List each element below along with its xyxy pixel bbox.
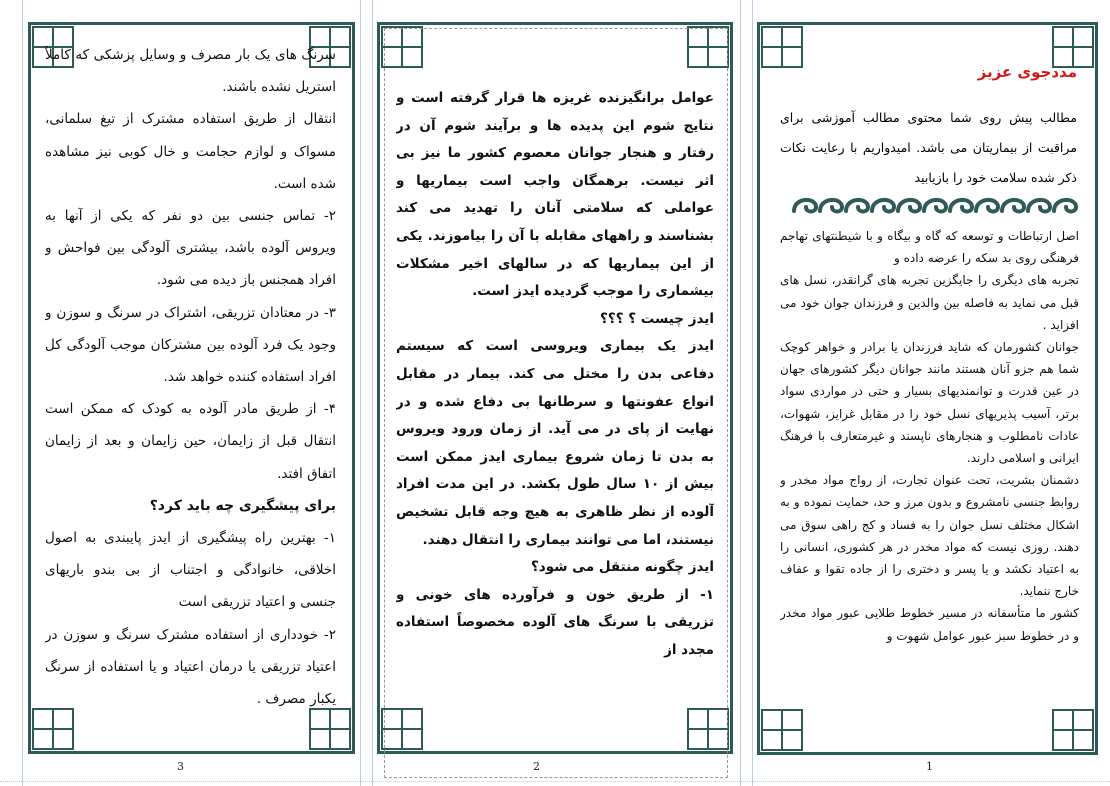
panel-page-3: [28, 22, 355, 754]
page-number-3: 3: [177, 760, 184, 773]
panel3-paragraph: انتقال از طریق استفاده مشترک از تیغ سلمانی، مسواک و لوازم حجامت و خال کوبی نیز مشاهده شده است.: [45, 111, 336, 192]
corner-ornament-icon: [760, 25, 804, 69]
panel-page-1: [757, 22, 1098, 755]
panel1-paragraph: دشمنان بشریت، تحت عنوان تجارت، از رواج مواد مخدر و روابط جنسی نامشروع و بدون مرز و حد، حمایت نموده و به اشکال مختلف نسل جوان را به فساد و کج راهی سوق می دهند. روزی نیست که مواد مخدر در هر کشوری، انسانی را به اعتیاد نکشد و یا پسر و دختری را از جاده تقوا و عفاف خارج ننماید.: [780, 473, 1079, 599]
panel1-paragraph: اصل ارتباطات و توسعه که گاه و بیگاه و با شیطنتهای تهاجم فرهنگی روی بد سکه را عرضه داده و: [780, 229, 1079, 266]
page-number-2: 2: [533, 760, 540, 773]
margin-guide-gutter-4: [752, 0, 753, 786]
panel3-paragraph: سرنگ های یک بار مصرف و وسایل پزشکی که کاملاً استریل نشده باشند.: [45, 47, 336, 96]
panel1-paragraph: کشور ما متأسفانه در مسیر خطوط طلایی عبور مواد مخدر و در خطوط سبز عبور عوامل شهوت و: [780, 606, 1079, 643]
panel2-heading: ایدز چگونه منتقل می شود؟: [530, 559, 714, 576]
margin-guide-gutter-3: [740, 0, 741, 786]
panel3-paragraph: ۲- تماس جنسی بین دو نفر که یکی از آنها به ویروس آلوده باشد، بیشتری آلودگی بین فواحش و افراد همجنس باز دیده می شود.: [45, 208, 336, 289]
prevention-heading: برای پیشگیری چه باید کرد؟: [149, 497, 336, 514]
margin-guide-gutter-2: [372, 0, 373, 786]
decorative-divider-icon: [790, 193, 1080, 217]
panel1-intro: مطالب پیش روی شما محتوی مطالب آموزشی برای مراقبت از بیماریتان می باشد. امیدواریم با رعایت نکات ذکر شده سلامت خود را بازیابید: [780, 110, 1077, 185]
prevention-item: ۲- خودداری از استفاده مشترک سرنگ و سوزن در اعتیاد تزریقی یا درمان اعتیاد و یا استفاده از سرنگ یکبار مصرف .: [45, 626, 336, 708]
margin-guide-left: [22, 0, 23, 786]
panel3-body: [45, 39, 336, 715]
panel1-paragraph: جوانان کشورمان که شاید فرزندان یا برادر و خواهر کوچک شما هم جزو آنان هستند مانند جوانان دیگر کشورهای جهان در عین قدرت و توانمندیهای بسیار و حتی در مواردی سواد برتر، آسیب پذیریهای نسل خود را در مقابل غرایز، شهوات، عادات نامطلوب و هنجارهای ناپسند و غیرمتعارف با فرهنگ ایرانی و اسلامی دارند.: [780, 340, 1079, 466]
panel1-body: [780, 225, 1079, 647]
panel1-title: مددجوی عزیز: [977, 63, 1077, 81]
panel1-paragraph: تجربه های دیگری را جایگزین تجربه های گرانقدر، نسل های قبل می نماید به فاصله بین والدین و فرزندان جوان خود می افزاید .: [780, 273, 1079, 332]
panel2-heading: ایدز چیست ؟ ؟؟؟: [600, 310, 714, 327]
panel2-paragraph: عوامل برانگیزنده غریزه ها قرار گرفته است و نتایج شوم این پدیده ها و برآیند شوم آن در رفتار و هنجار جوانان معصوم کشور ما نیز بی اثر نیست. برهمگان واجب است بیماریها و عواملی که سلامتی آنان را تهدید می کند بشناسند و راههای مقابله با آن را بیاموزند. یکی از این بیماریها که در سالهای اخیر مشکلات بیشماری را موجب گردیده ایدز است.: [396, 90, 714, 300]
page-number-1: 1: [926, 760, 933, 773]
panel3-paragraph: ۳- در معتادان تزریقی، اشتراک در سرنگ و سوزن و وجود یک فرد آلوده بین مشترکان موجب آلودگی کل افراد استفاده کننده خواهد شد.: [45, 304, 336, 386]
prevention-item: ۱- بهترین راه پیشگیری از ایدز پایبندی به اصول اخلاقی، خانوادگی و اجتناب از بی بندو باریهای جنسی و اعتیاد تزریقی است: [45, 530, 336, 611]
margin-guide-gutter-1: [360, 0, 361, 786]
text-box-outline: [384, 28, 728, 778]
panel2-paragraph: ایدز یک بیماری ویروسی است که سیستم دفاعی بدن را مختل می کند. بیمار در مقابل انواع عفونتها و سرطانها بی دفاع شده و در نهایت از پای در می آید. از زمان ورود ویروس به بدن تا زمان شروع بیماری ایدز ممکن است بیش از ۱۰ سال طول بکشد. در این مدت افراد آلوده از نظر ظاهری به هیچ وجه قابل تشخیص نیستند، اما می توانند بیماری را انتقال دهند.: [396, 338, 714, 548]
panel3-paragraph: ۴- از طریق مادر آلوده به کودک که ممکن است انتقال قبل از زایمان، حین زایمان و بعد از زایمان اتفاق افتد.: [45, 401, 336, 482]
margin-guide-bottom: [0, 781, 1110, 782]
corner-ornament-icon: [760, 708, 804, 752]
panel2-paragraph: ۱- از طریق خون و فرآورده های خونی و تزریقی با سرنگ های آلوده مخصوصاً استفاده مجدد از: [396, 586, 714, 658]
corner-ornament-icon: [1051, 708, 1095, 752]
